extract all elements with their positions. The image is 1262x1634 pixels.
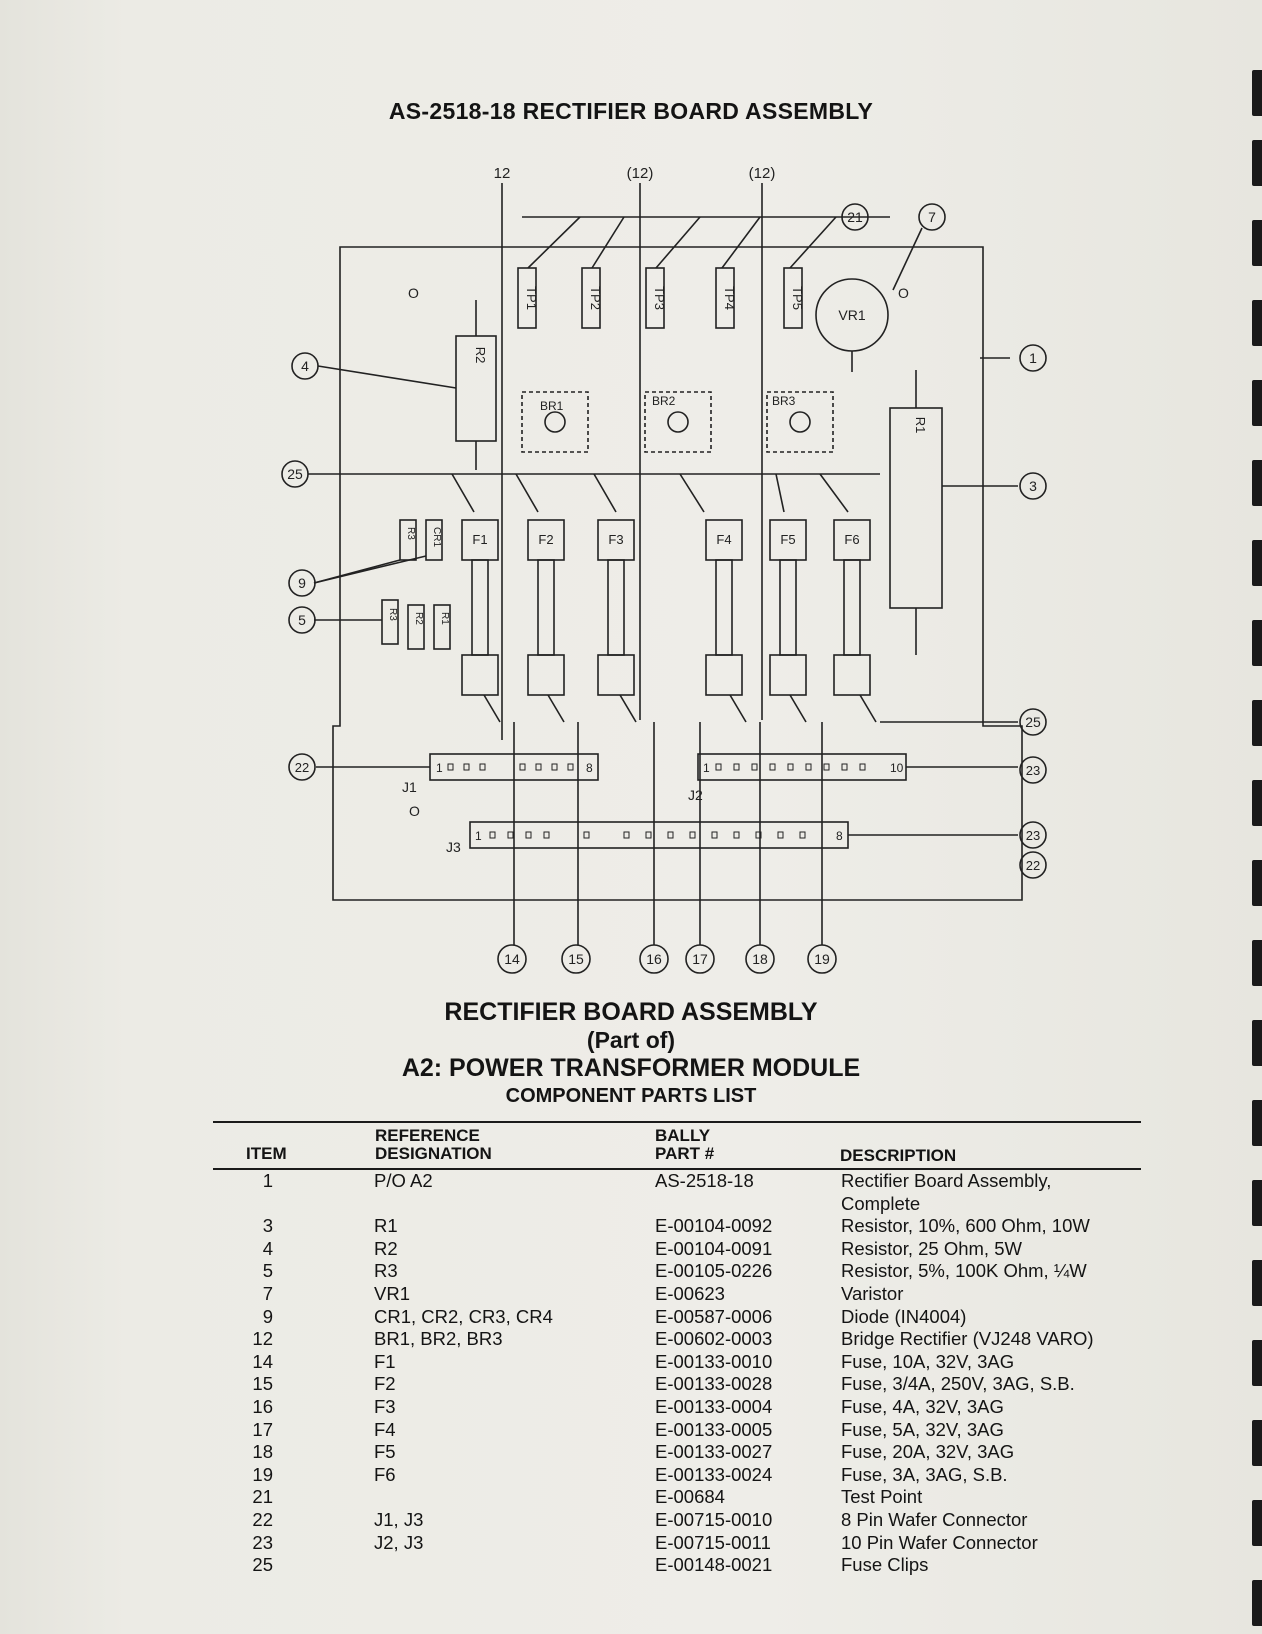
- callout-1-label: 1: [1029, 350, 1037, 366]
- br1-label: BR1: [540, 399, 564, 413]
- parts-table: [213, 1170, 1143, 1577]
- r1-small-label: R1: [439, 612, 450, 625]
- r3-top-label: R3: [405, 527, 416, 540]
- j2-pin-last: 10: [890, 761, 904, 775]
- callout-22-label: 22: [294, 760, 310, 775]
- j3-label: J3: [446, 839, 461, 855]
- r3-label: R3: [387, 608, 398, 621]
- f3-label: F3: [608, 532, 624, 547]
- header-part: PART #: [655, 1144, 715, 1163]
- callout-23-label: 23: [1025, 763, 1041, 778]
- small-components: [382, 520, 450, 649]
- r1-resistor: [890, 408, 942, 608]
- table-row: 25 E-00148-0021 Fuse Clips: [252, 1554, 929, 1576]
- f6-label: F6: [844, 532, 860, 547]
- f4-label: F4: [716, 532, 732, 547]
- table-row: 7 VR1 E-00623 Varistor: [262, 1282, 904, 1304]
- section-title: RECTIFIER BOARD ASSEMBLY: [444, 998, 818, 1026]
- callout-9-label: 9: [298, 575, 306, 591]
- f2-label: F2: [538, 532, 554, 547]
- cr1-label: CR1: [431, 527, 442, 548]
- r2-label: R2: [473, 346, 488, 364]
- module-title: A2: POWER TRANSFORMER MODULE: [401, 1054, 861, 1082]
- callout-5-label: 5: [298, 612, 306, 628]
- parts-list-title: COMPONENT PARTS LIST: [505, 1085, 757, 1107]
- table-row: 17 F4 E-00133-0005 Fuse, 5A, 32V, 3AG: [252, 1418, 1004, 1440]
- j1-pin-last: 8: [586, 761, 593, 775]
- table-row: Complete: [841, 1192, 921, 1214]
- mount-hole: O: [898, 285, 909, 301]
- callout-19: 19: [814, 951, 830, 967]
- callout-7-label: 7: [928, 209, 936, 225]
- callout-25b-label: 25: [1025, 714, 1041, 730]
- callout-14: 14: [504, 951, 520, 967]
- r1-label: R1: [913, 416, 928, 434]
- section-subtitle: (Part of): [586, 1027, 676, 1053]
- f5-label: F5: [780, 532, 796, 547]
- callout-23b-label: 23: [1025, 828, 1041, 843]
- header-description: DESCRIPTION: [840, 1146, 957, 1165]
- table-row: 21 E-00684 Test Point: [252, 1486, 923, 1508]
- j1-label: J1: [402, 779, 417, 795]
- j2-pin-first: 1: [703, 761, 710, 775]
- r2-small-label: R2: [413, 612, 424, 625]
- table-row: 23 J2, J3 E-00715-0011 10 Pin Wafer Connector: [252, 1531, 1038, 1553]
- br2-label: BR2: [652, 394, 676, 408]
- bottom-callouts: [498, 945, 836, 973]
- table-row: 18 F5 E-00133-0027 Fuse, 20A, 32V, 3AG: [252, 1441, 1015, 1463]
- header-designation: DESIGNATION: [375, 1144, 492, 1163]
- callout-21-label: 21: [847, 209, 863, 225]
- fuses: [462, 520, 870, 695]
- j1-pin-first: 1: [436, 761, 443, 775]
- callout-4-label: 4: [301, 358, 309, 374]
- mount-hole: O: [409, 803, 420, 819]
- mount-hole: O: [408, 285, 419, 301]
- tp5-label: TP5: [790, 286, 805, 310]
- table-row: 4 R2 E-00104-0091 Resistor, 25 Ohm, 5W: [262, 1237, 1022, 1259]
- callout-12-b: (12): [626, 165, 654, 182]
- callout-22b-label: 22: [1025, 858, 1041, 873]
- j3-pin-last: 8: [836, 829, 843, 843]
- j3-pin-first: 1: [475, 829, 482, 843]
- j3-connector: [470, 822, 848, 848]
- callout-15: 15: [568, 951, 584, 967]
- callout-3-label: 3: [1029, 478, 1037, 494]
- j2-connector: [698, 754, 906, 780]
- header-item: ITEM: [246, 1144, 287, 1163]
- table-row: 1 P/O A2 AS-2518-18 Rectifier Board Assembly,: [262, 1170, 1052, 1191]
- header-bally: BALLY: [655, 1126, 711, 1145]
- callout-17: 17: [692, 951, 708, 967]
- callout-12-a: 12: [493, 165, 511, 182]
- tp2-label: TP2: [588, 286, 603, 310]
- vr1-label: VR1: [838, 307, 866, 323]
- board-outline: [333, 247, 1022, 900]
- table-row: 3 R1 E-00104-0092 Resistor, 10%, 600 Ohm, 10W: [262, 1215, 1090, 1237]
- table-row: 22 J1, J3 E-00715-0010 8 Pin Wafer Connector: [252, 1508, 1028, 1530]
- br3-label: BR3: [772, 394, 796, 408]
- tp3-label: TP3: [652, 286, 667, 310]
- callout-16: 16: [646, 951, 662, 967]
- tp1-label: TP1: [524, 286, 539, 310]
- tp4-label: TP4: [722, 286, 737, 310]
- table-row: 14 F1 E-00133-0010 Fuse, 10A, 32V, 3AG: [252, 1350, 1015, 1372]
- callout-12-c: (12): [748, 165, 776, 182]
- j2-label: J2: [688, 787, 703, 803]
- header-reference: REFERENCE: [375, 1126, 480, 1145]
- table-row: 12 BR1, BR2, BR3 E-00602-0003 Bridge Rectifier (VJ248 VARO): [252, 1328, 1094, 1350]
- page-title: AS-2518-18 RECTIFIER BOARD ASSEMBLY: [388, 98, 874, 124]
- table-row: 9 CR1, CR2, CR3, CR4 E-00587-0006 Diode (IN4004): [262, 1305, 967, 1327]
- callout-18: 18: [752, 951, 768, 967]
- f1-label: F1: [472, 532, 488, 547]
- callout-25-label: 25: [287, 466, 303, 482]
- table-top-rule: [213, 1121, 1141, 1123]
- table-row: 5 R3 E-00105-0226 Resistor, 5%, 100K Ohm, ¼W: [262, 1260, 1087, 1282]
- table-row: 16 F3 E-00133-0004 Fuse, 4A, 32V, 3AG: [252, 1395, 1004, 1417]
- table-row: 15 F2 E-00133-0028 Fuse, 3/4A, 250V, 3AG, S.B.: [252, 1373, 1075, 1395]
- table-row: 19 F6 E-00133-0024 Fuse, 3A, 3AG, S.B.: [252, 1463, 1008, 1485]
